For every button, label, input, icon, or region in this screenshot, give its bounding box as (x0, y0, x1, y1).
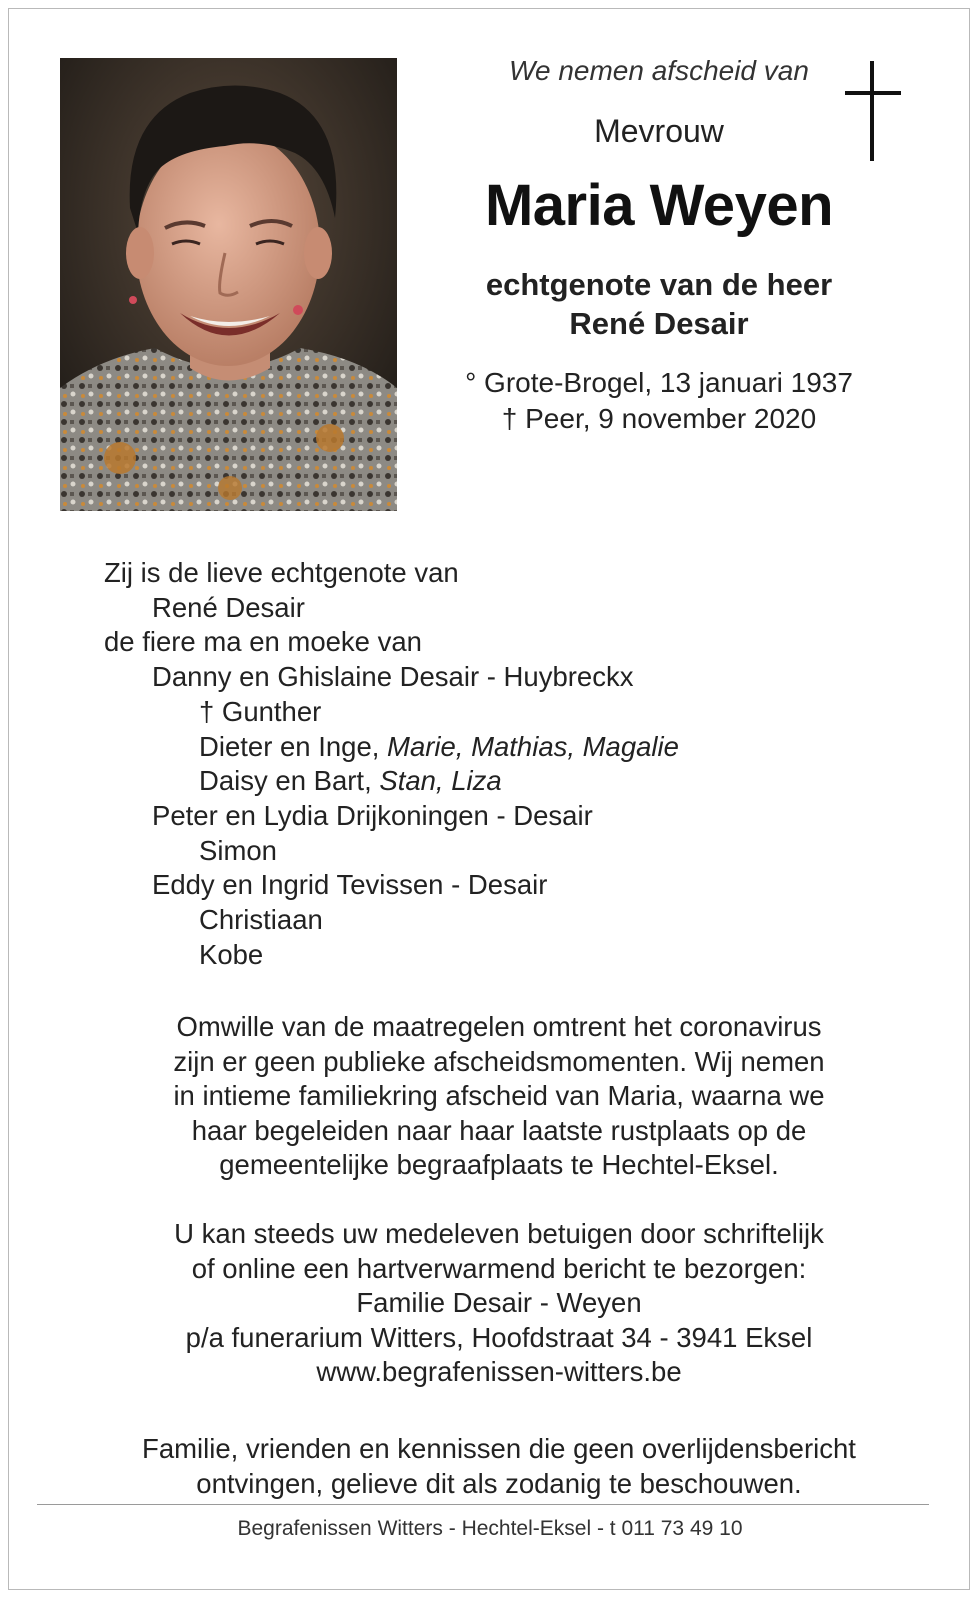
notice-line: haar begeleiden naar haar laatste rustplaats op de (191, 1114, 807, 1146)
family-line: Kobe (199, 938, 264, 970)
death-date: † Peer, 9 november 2020 (501, 403, 817, 434)
notice-line: in intieme familiekring afscheid van Maria, waarna we (173, 1080, 825, 1111)
honorific: Mevrouw (594, 113, 724, 149)
funeral-home-address: p/a funerarium Witters, Hoofdstraat 34 - 3941 Eksel (185, 1321, 813, 1353)
family-line: Zij is de lieve echtgenote van (104, 557, 459, 588)
corona-notice (49, 1010, 949, 1183)
spouse-line-1: echtgenote van de heer (485, 267, 833, 302)
portrait-image (60, 58, 397, 511)
cross-icon (843, 61, 903, 161)
family-address-name: Familie Desair - Weyen (356, 1287, 642, 1318)
family-line: Simon (199, 834, 277, 866)
header-block (424, 49, 894, 437)
life-dates (424, 365, 894, 437)
family-line: Eddy en Ingrid Tevissen - Desair (152, 869, 548, 901)
family-list (104, 556, 679, 972)
family-line: Danny en Ghislaine Desair - Huybreckx (152, 661, 634, 693)
notice-line: Omwille van de maatregelen omtrent het coronavirus (176, 1011, 822, 1042)
closing-line: Familie, vrienden en kennissen die geen overlijdensbericht (142, 1433, 856, 1464)
intro-text: We nemen afscheid van (509, 55, 809, 86)
closing-note (49, 1432, 949, 1501)
condolence-line: of online een hartverwarmend bericht te bezorgen: (191, 1252, 807, 1284)
grandchildren-names: Stan, Liza (379, 765, 502, 797)
notice-line: zijn er geen publieke afscheidsmomenten. Wij nemen (173, 1045, 825, 1077)
spouse-line-2: René Desair (569, 306, 749, 341)
family-line: Peter en Lydia Drijkoningen - Desair (152, 799, 593, 831)
grandchildren-names: Marie, Mathias, Magalie (387, 730, 679, 762)
family-line: † Gunther (199, 695, 322, 727)
family-names: Dieter en Inge, (199, 730, 380, 762)
family-line (104, 730, 679, 765)
condolence-line: U kan steeds uw medeleven betuigen door schriftelijk (174, 1218, 824, 1249)
divider (37, 1504, 929, 1505)
family-names: Daisy en Bart, (199, 765, 372, 797)
condolence-info (49, 1217, 949, 1390)
family-line: de fiere ma en moeke van (104, 626, 422, 658)
notice-line: gemeentelijke begraafplaats te Hechtel-Eksel. (219, 1149, 779, 1180)
family-line: Christiaan (199, 904, 323, 936)
closing-line: ontvingen, gelieve dit als zodanig te beschouwen. (196, 1467, 802, 1499)
birth-date: ° Grote-Brogel, 13 januari 1937 (465, 367, 853, 398)
spouse-info (424, 265, 894, 343)
funeral-home-website: www.begrafenissen-witters.be (316, 1356, 682, 1387)
obituary-card (8, 8, 970, 1590)
portrait-photo (60, 58, 397, 511)
family-line: René Desair (152, 591, 305, 623)
family-line (104, 764, 679, 799)
deceased-name: Maria Weyen (484, 173, 834, 238)
footer-text: Begrafenissen Witters - Hechtel-Eksel - t 011 73 49 10 (237, 1517, 743, 1540)
